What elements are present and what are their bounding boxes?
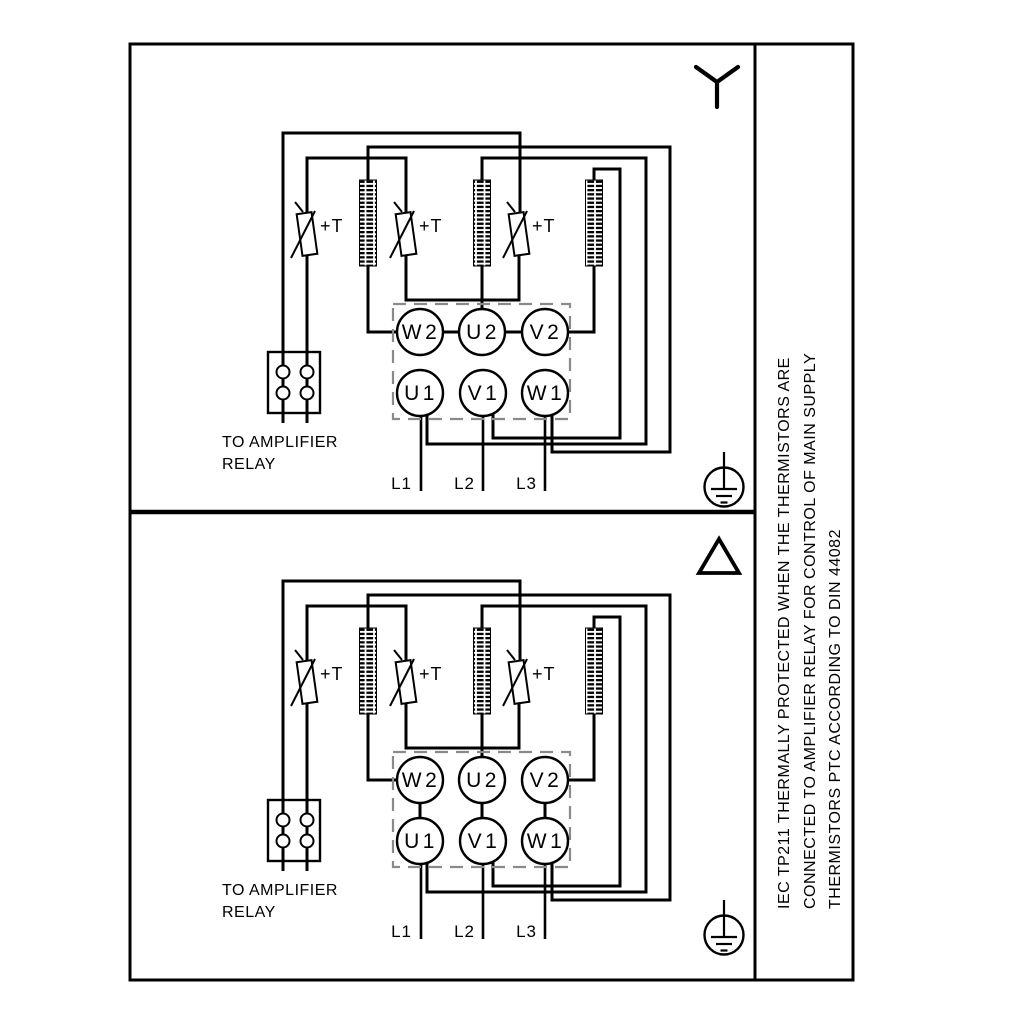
star-connection-icon <box>696 67 738 107</box>
relay-caption-line2: RELAY <box>222 456 276 473</box>
delta-connection-icon <box>699 539 739 573</box>
supply-label-l3: L3 <box>516 474 537 493</box>
thermistor-label: +T <box>532 664 556 684</box>
supply-label-l1: L1 <box>391 922 412 941</box>
supply-label-l3: L3 <box>516 922 537 941</box>
thermistor-label: +T <box>419 216 443 236</box>
delta-panel-wiring <box>268 581 744 955</box>
relay-caption-line1: TO AMPLIFIER <box>222 882 338 899</box>
terminal-label-u2: U2 <box>466 769 500 792</box>
terminal-label-v2: V2 <box>529 769 563 792</box>
terminal-label-v1: V1 <box>467 830 501 853</box>
relay-caption-line1: TO AMPLIFIER <box>222 434 338 451</box>
side-note-line: IEC TP211 THERMALLY PROTECTED WHEN THE THERMISTORS ARE <box>776 357 793 909</box>
star-panel-wiring <box>268 133 744 507</box>
terminal-label-u1: U1 <box>404 830 438 853</box>
terminal-label-w2: W2 <box>401 321 441 344</box>
thermistor-label: +T <box>419 664 443 684</box>
thermistor-label: +T <box>320 664 344 684</box>
relay-caption-line2: RELAY <box>222 904 276 921</box>
supply-label-l2: L2 <box>454 922 475 941</box>
terminal-label-u1: U1 <box>404 382 438 405</box>
terminal-label-u2: U2 <box>466 321 500 344</box>
terminal-label-w2: W2 <box>401 769 441 792</box>
thermistor-label: +T <box>532 216 556 236</box>
terminal-label-v2: V2 <box>529 321 563 344</box>
terminal-label-w1: W1 <box>526 382 566 405</box>
terminal-label-w1: W1 <box>526 830 566 853</box>
thermistor-label: +T <box>320 216 344 236</box>
side-note <box>772 352 850 909</box>
supply-label-l2: L2 <box>454 474 475 493</box>
side-note-line: CONNECTED TO AMPLIFIER RELAY FOR CONTROL OF MAIN SUPPLY <box>801 352 819 909</box>
supply-label-l1: L1 <box>391 474 412 493</box>
terminal-label-v1: V1 <box>467 382 501 405</box>
side-note-line: THERMISTORS PTC ACCORDING TO DIN 44082 <box>827 529 844 909</box>
